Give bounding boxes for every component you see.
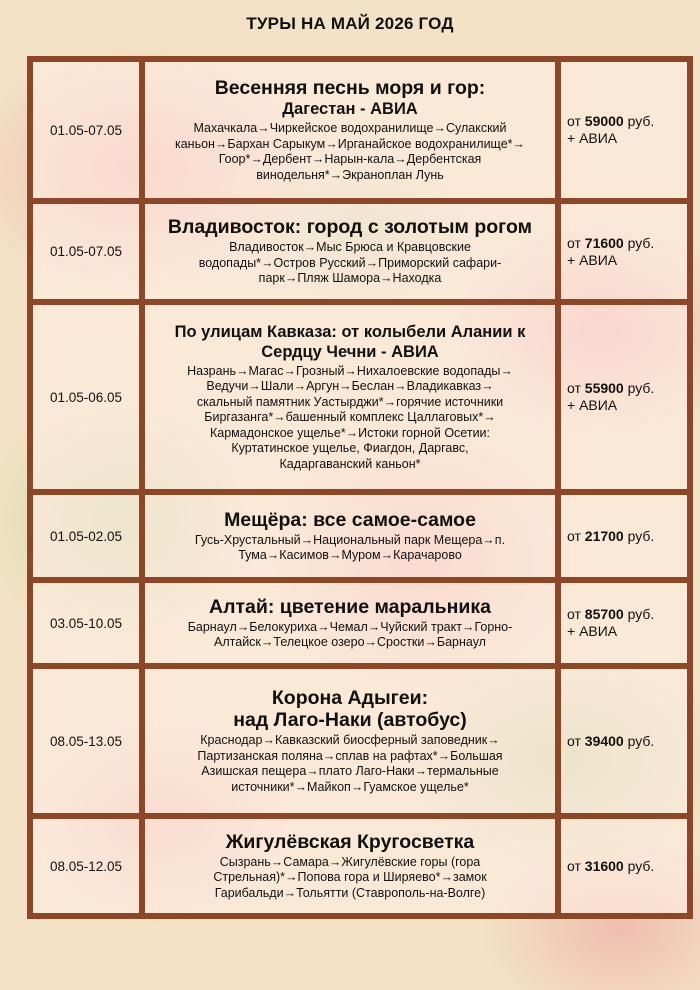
tour-name: Мещёра: все самое-самое	[224, 508, 476, 531]
tour-price	[558, 492, 690, 580]
tour-description	[142, 59, 558, 201]
route-line: Кармадонское ущелье*→Истоки горной Осетии:	[209, 425, 491, 440]
price-value: 39400	[584, 732, 624, 749]
route-line: Барнаул→Белокуриха→Чемал→Чуйский тракт→Горно-	[187, 619, 513, 634]
price-value: 21700	[584, 527, 624, 544]
route-line: водопады*→Остров Русский→Приморский сафари-	[198, 255, 502, 270]
tour-price	[558, 59, 690, 201]
price-prefix: от	[567, 380, 581, 396]
table-row	[30, 492, 690, 580]
route-line: Сызрань→Самара→Жигулёвские горы (гора	[219, 854, 481, 869]
route-line: Кадаргаванский каньон*	[279, 456, 421, 471]
route-line: Ведучи→Шали→Аргун→Беслан→Владикавказ→	[206, 379, 494, 394]
route-line: Владивосток→Мыс Брюса и Кравцовские	[229, 240, 471, 255]
price-value: 59000	[584, 113, 624, 129]
price-prefix: от	[567, 732, 581, 749]
tour-route	[149, 855, 551, 902]
tour-dates: 01.05-06.05	[30, 302, 142, 492]
route-line: источники*→Майкоп→Гуамское ущелье*	[231, 779, 469, 794]
route-line: Азишская пещера→плато Лаго-Наки→термальные	[201, 764, 499, 778]
route-line: Назрань→Магас→Грозный→Нихалоевские водопады→	[187, 363, 513, 378]
tour-dates: 01.05-07.05	[30, 201, 142, 302]
price-currency: руб.	[627, 606, 655, 622]
price-currency: руб.	[627, 857, 655, 874]
tour-description	[142, 302, 558, 492]
price-prefix: от	[567, 234, 581, 251]
tour-route	[149, 620, 551, 651]
tour-name: Жигулёвская Кругосветка	[225, 830, 475, 853]
tour-name: Весенняя песнь моря и гор:	[214, 77, 486, 99]
price-currency: руб.	[627, 113, 655, 129]
tour-description	[142, 201, 558, 302]
price-value: 71600	[584, 234, 624, 251]
tour-name: Корона Адыгеи:	[271, 687, 429, 709]
tour-price	[558, 666, 690, 816]
route-line: Партизанская поляна→сплав на рафтах*→Большая	[197, 748, 503, 763]
price-currency: руб.	[627, 527, 655, 544]
route-line: скальный памятник Уастырджи*→горячие источники	[196, 394, 504, 409]
tour-price	[558, 816, 690, 916]
price-value: 31600	[584, 857, 624, 874]
price-prefix: от	[567, 113, 581, 129]
tour-price	[558, 201, 690, 302]
tour-subtitle: Дагестан - АВИА	[282, 100, 418, 118]
tour-description	[142, 492, 558, 580]
tour-description	[142, 816, 558, 916]
table-row	[30, 201, 690, 302]
tour-name: Алтай: цветение маральника	[208, 595, 491, 618]
tour-name: Владивосток: город с золотым рогом	[167, 216, 533, 239]
table-row	[30, 302, 690, 492]
tour-dates: 03.05-10.05	[30, 580, 142, 666]
tour-dates: 08.05-12.05	[30, 816, 142, 916]
tour-name: над Лаго-Наки (автобус)	[233, 709, 467, 731]
tour-name: По улицам Кавказа: от колыбели Алании к	[174, 322, 526, 341]
route-line: Биргазанга*→башенный комплекс Цаллаговых*→	[204, 410, 496, 425]
route-line: Алтайск→Телецкое озеро→Сростки→Барнаул	[214, 635, 486, 649]
route-line: винодельня*→Экраноплан Лунь	[256, 167, 444, 182]
price-extra: + АВИА	[567, 397, 618, 413]
tour-route	[149, 121, 551, 183]
route-line: Краснодар→Кавказский биосферный заповедник→	[200, 733, 500, 747]
table-row	[30, 59, 690, 201]
route-line: парк→Пляж Шамора→Находка	[258, 271, 442, 286]
price-prefix: от	[567, 606, 581, 622]
route-line: Махачкала→Чиркейское водохранилище→Сулакский	[193, 121, 507, 135]
price-currency: руб.	[627, 380, 655, 396]
tour-description	[142, 580, 558, 666]
price-currency: руб.	[627, 234, 655, 251]
route-line: Гусь-Хрустальный→Национальный парк Мещера→п.	[194, 532, 506, 547]
route-line: Гоор*→Дербент→Нарын-кала→Дербентская	[218, 152, 482, 166]
price-prefix: от	[567, 857, 581, 874]
price-currency: руб.	[627, 732, 655, 749]
tour-name: Сердцу Чечни - АВИА	[261, 342, 439, 361]
price-value: 55900	[584, 380, 624, 396]
table-row	[30, 816, 690, 916]
route-line: Гарибальди→Тольятти (Ставрополь-на-Волге)	[214, 885, 486, 900]
route-line: каньон→Бархан Сарыкум→Ирганайское водохранилище*→	[174, 136, 526, 151]
table-row	[30, 580, 690, 666]
price-extra: + АВИА	[567, 251, 618, 268]
tour-route	[149, 733, 551, 795]
route-line: Стрельная)*→Попова гора и Ширяево*→замок	[213, 870, 487, 885]
tour-dates: 01.05-07.05	[30, 59, 142, 201]
table-row	[30, 666, 690, 816]
price-extra: + АВИА	[567, 623, 618, 639]
price-extra: + АВИА	[567, 130, 618, 146]
tour-dates: 01.05-02.05	[30, 492, 142, 580]
tour-route	[149, 533, 551, 564]
price-value: 85700	[584, 606, 624, 622]
tour-price	[558, 580, 690, 666]
tours-table	[27, 56, 693, 919]
route-line: Куртатинское ущелье, Фиагдон, Даргавс,	[231, 441, 469, 456]
price-prefix: от	[567, 527, 581, 544]
tour-dates: 08.05-13.05	[30, 666, 142, 816]
tour-price	[558, 302, 690, 492]
tour-route	[149, 240, 551, 287]
tour-route	[149, 364, 551, 473]
tour-description	[142, 666, 558, 816]
page-title: ТУРЫ НА МАЙ 2026 ГОД	[246, 14, 454, 33]
route-line: Тума→Касимов→Муром→Карачарово	[238, 548, 462, 562]
